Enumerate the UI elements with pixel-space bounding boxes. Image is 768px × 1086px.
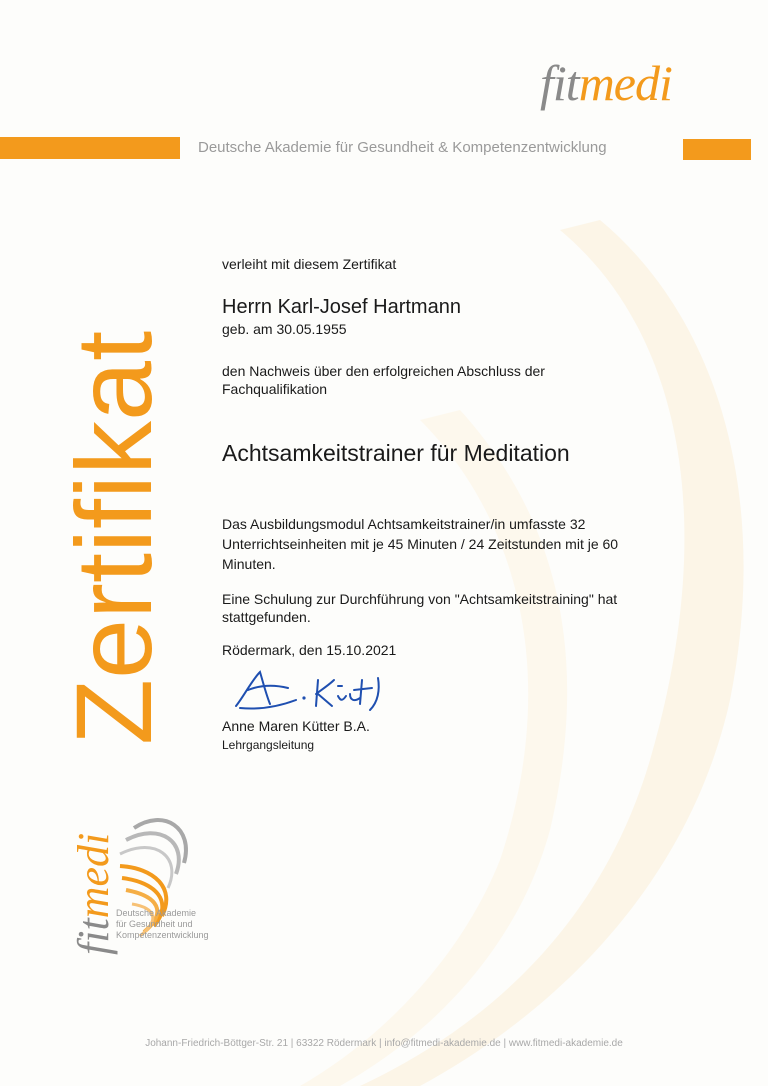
logo-fit-text: fit xyxy=(540,55,579,111)
training-note: Eine Schulung zur Durchführung von "Achtsamkeitstraining" hat stattgefunden. xyxy=(222,591,618,625)
recipient-name: Herrn Karl-Josef Hartmann xyxy=(222,296,461,318)
module-description: Das Ausbildungsmodul Achtsamkeitstrainer/in umfasste 32 Unterrichtseinheiten mit je 45 Minuten / 24 Zeitstunden mit je 60 Minuten. xyxy=(222,516,619,572)
bottom-logo-caption xyxy=(116,908,246,941)
fitmedi-logo xyxy=(540,54,740,124)
bottom-logo-line2: für Gesundheit und xyxy=(116,919,193,929)
signature xyxy=(230,666,410,716)
academy-name: Deutsche Akademie für Gesundheit & Kompetenzentwicklung xyxy=(198,139,607,156)
bottom-logo-line1: Deutsche Akademie xyxy=(116,908,197,918)
proof-text: den Nachweis über den erfolgreichen Abschluss der Fachqualifikation xyxy=(222,363,545,397)
accent-band-left xyxy=(0,137,180,159)
intro-text: verleiht mit diesem Zertifikat xyxy=(222,256,397,272)
signer-name: Anne Maren Kütter B.A. xyxy=(222,718,370,734)
bottom-logo-fit: fit xyxy=(69,918,118,955)
bottom-logo-wordmark xyxy=(69,805,118,955)
signer-role: Lehrgangsleitung xyxy=(222,738,315,752)
place-date: Rödermark, den 15.10.2021 xyxy=(222,642,397,658)
qualification-title: Achtsamkeitstrainer für Meditation xyxy=(222,440,570,466)
certificate-side-title: Zertifikat xyxy=(53,330,174,745)
bottom-logo-line3: Kompetenzentwicklung xyxy=(116,930,209,940)
footer-address: Johann-Friedrich-Böttger-Str. 21 | 63322 Rödermark | info@fitmedi-akademie.de | www.fitmedi-akademie.de xyxy=(145,1038,623,1049)
logo-medi-text: medi xyxy=(578,55,672,111)
bottom-logo-medi: medi xyxy=(69,832,118,919)
birth-date: geb. am 30.05.1955 xyxy=(222,321,347,337)
accent-band-right xyxy=(683,139,751,160)
